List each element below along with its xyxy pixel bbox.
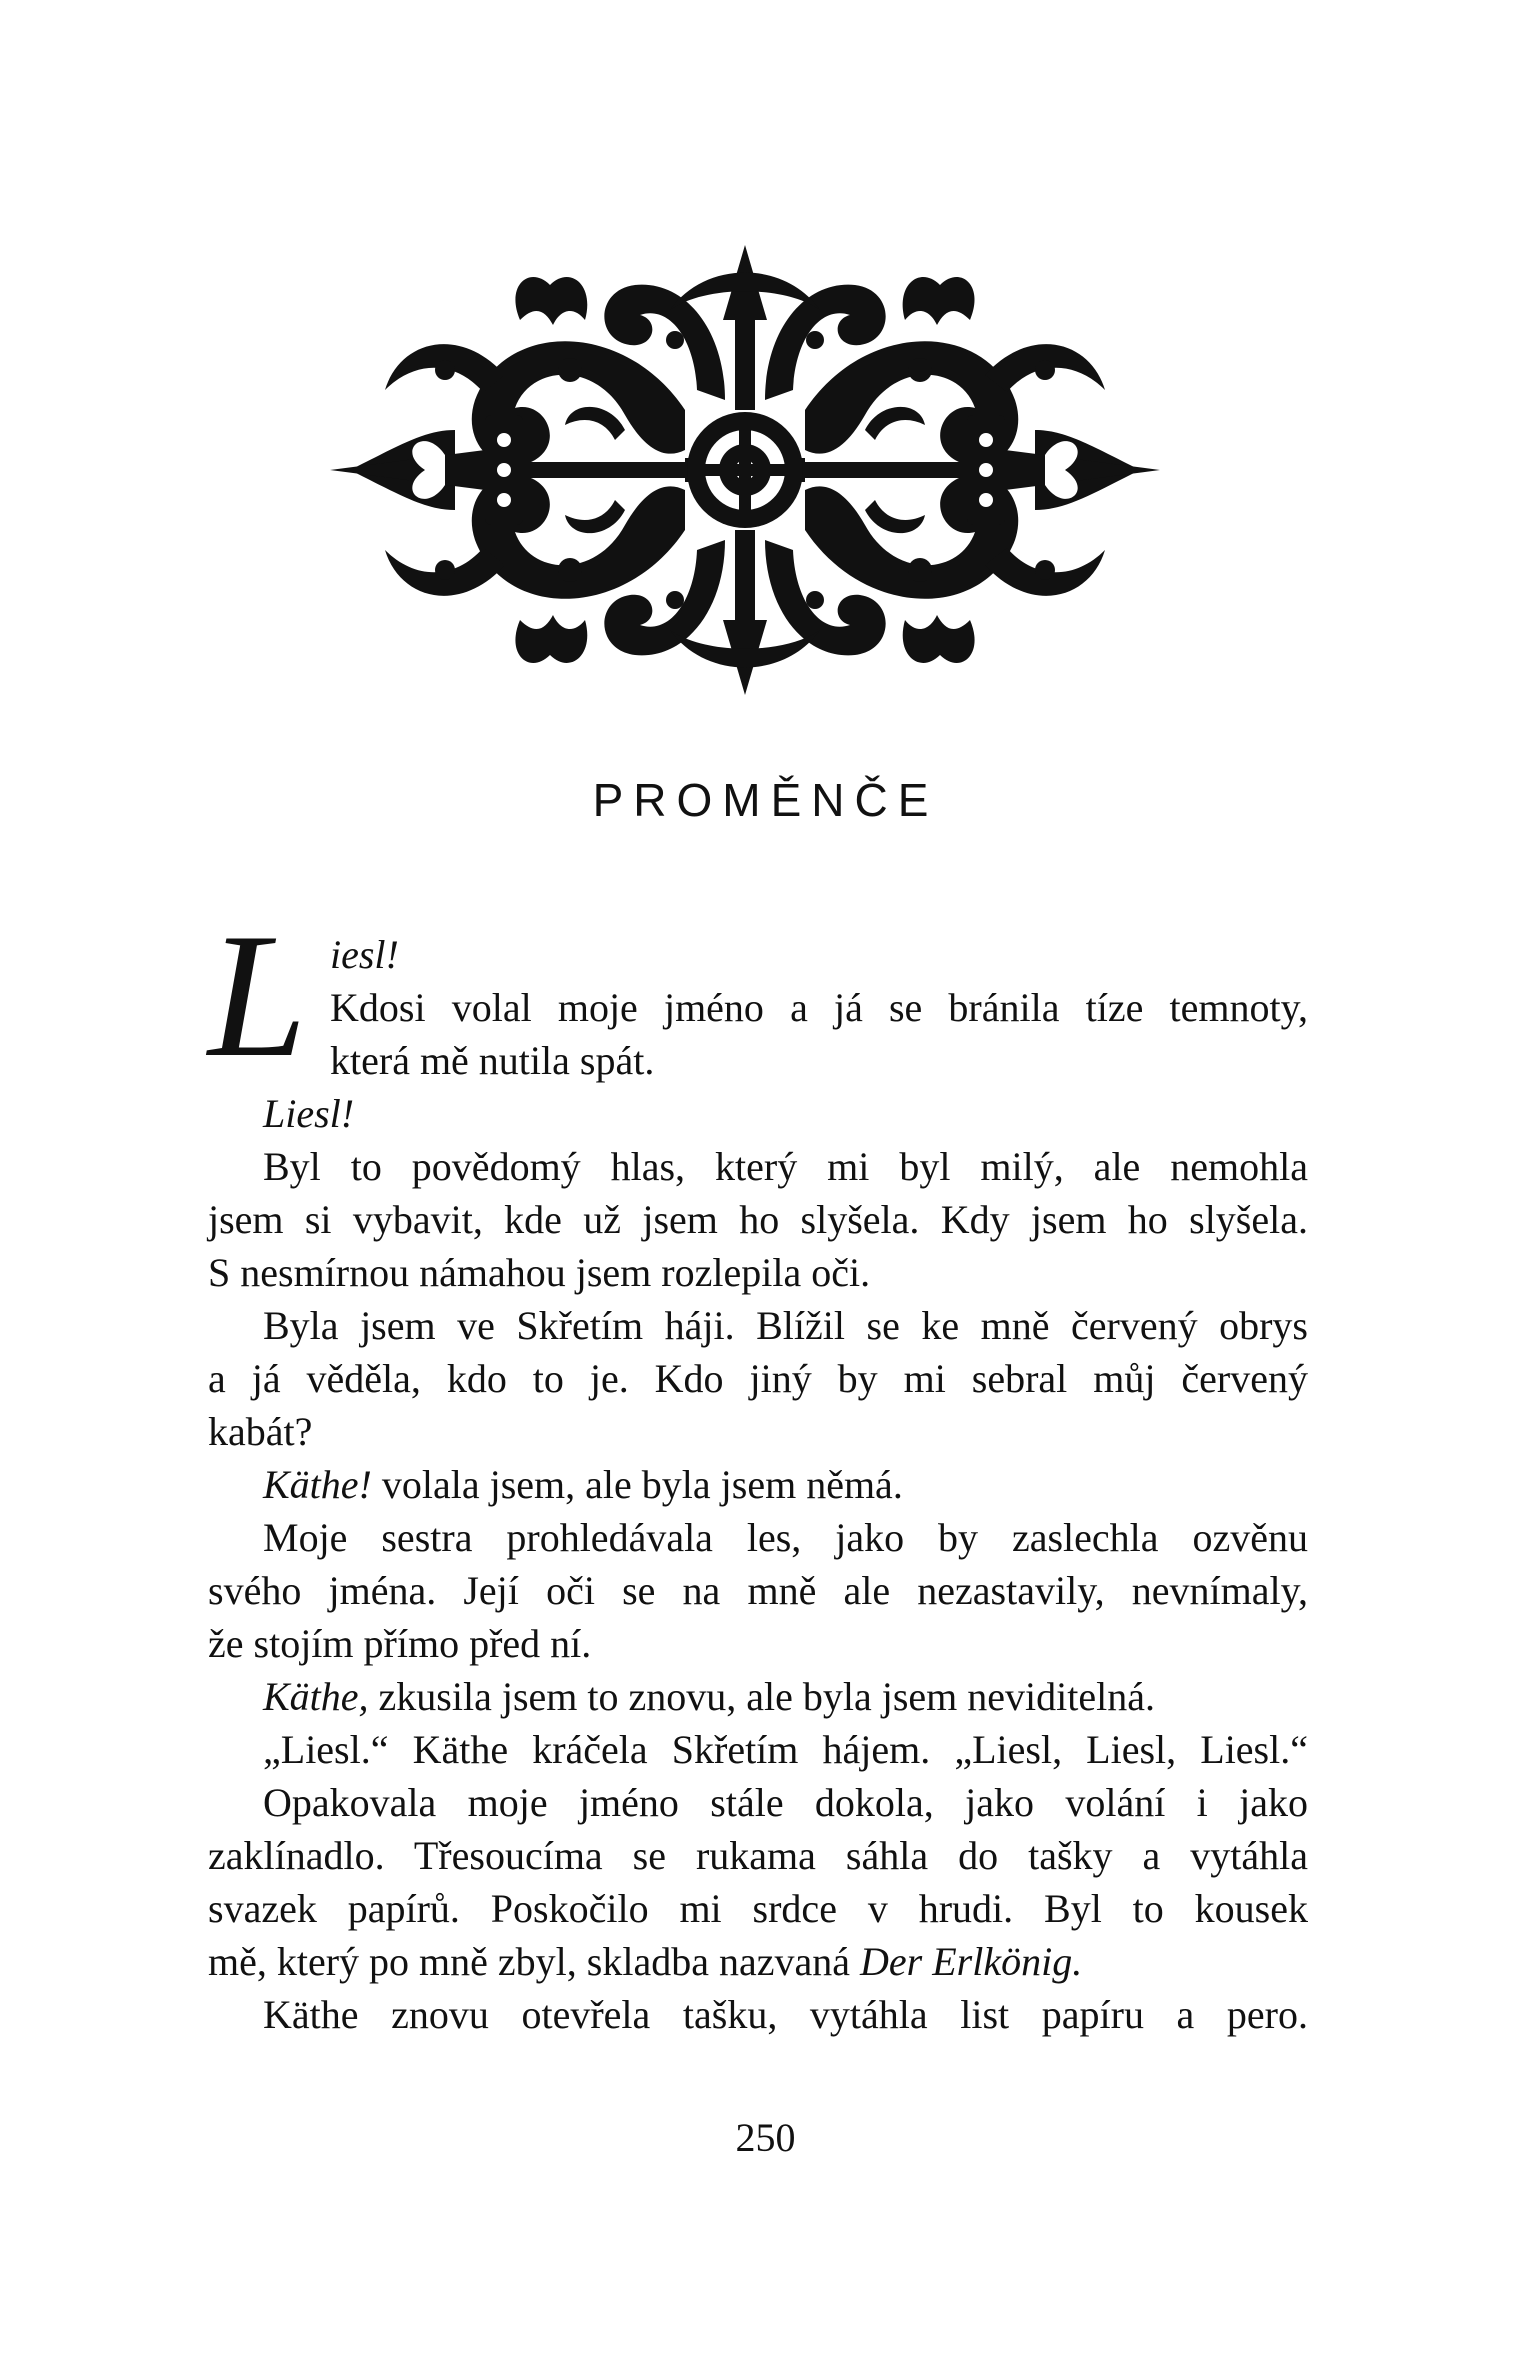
text-line: Käthe znovu otevřela tašku, vytáhla list papíru a pero. bbox=[263, 1992, 1308, 2037]
text-line: S nesmírnou námahou jsem rozlepila oči. bbox=[208, 1250, 871, 1295]
text-line bbox=[208, 1670, 1308, 1723]
text-fragment: mě, který po mně zbyl, skladba nazvaná bbox=[208, 1939, 860, 1984]
text-line: svého jména. Její oči se na mně ale nezastavily, nevnímaly, bbox=[208, 1568, 1308, 1613]
text-line: kabát? bbox=[208, 1409, 313, 1454]
text-line: Opakovala moje jméno stále dokola, jako volání i jako bbox=[263, 1780, 1308, 1825]
text-line: Byl to povědomý hlas, který mi byl milý, ale nemohla bbox=[263, 1144, 1308, 1189]
text-line: Byla jsem ve Skřetím háji. Blížil se ke mně červený obrys bbox=[263, 1303, 1308, 1348]
text-line: Kdosi volal moje jméno a já se bránila tíze temnoty, bbox=[330, 985, 1308, 1030]
text-line: „Liesl.“ Käthe kráčela Skřetím hájem. „Liesl, Liesl, Liesl.“ bbox=[263, 1727, 1308, 1772]
italic-name: Käthe! bbox=[263, 1462, 372, 1507]
drop-cap: L bbox=[208, 896, 307, 1094]
italic-name: Käthe, bbox=[263, 1674, 369, 1719]
text-line: jsem si vybavit, kde už jsem ho slyšela. Kdy jsem ho slyšela. bbox=[208, 1197, 1308, 1242]
text-line: Liesl! bbox=[263, 1091, 355, 1136]
text-line bbox=[208, 1458, 1308, 1511]
ornamental-flourish-icon bbox=[325, 235, 1165, 705]
italic-title: Der Erlkönig. bbox=[860, 1939, 1083, 1984]
text-fragment: zkusila jsem to znovu, ale byla jsem neviditelná. bbox=[368, 1674, 1156, 1719]
text-line: která mě nutila spát. bbox=[330, 1038, 655, 1083]
text-line: iesl! bbox=[330, 932, 399, 977]
text-line: a já věděla, kdo to je. Kdo jiný by mi sebral můj červený bbox=[208, 1356, 1308, 1401]
text-line: Moje sestra prohledávala les, jako by zaslechla ozvěnu bbox=[263, 1515, 1308, 1560]
text-line: zaklínadlo. Třesoucíma se rukama sáhla do tašky a vytáhla bbox=[208, 1833, 1308, 1878]
page-number: 250 bbox=[735, 2115, 796, 2160]
text-fragment: volala jsem, ale byla jsem němá. bbox=[371, 1462, 903, 1507]
text-line: svazek papírů. Poskočilo mi srdce v hrudi. Byl to kousek bbox=[208, 1886, 1308, 1931]
text-line bbox=[208, 1935, 1308, 1988]
chapter-title: PROMĚNČE bbox=[592, 774, 939, 826]
body-text bbox=[208, 896, 1308, 2041]
text-line: že stojím přímo před ní. bbox=[208, 1621, 592, 1666]
